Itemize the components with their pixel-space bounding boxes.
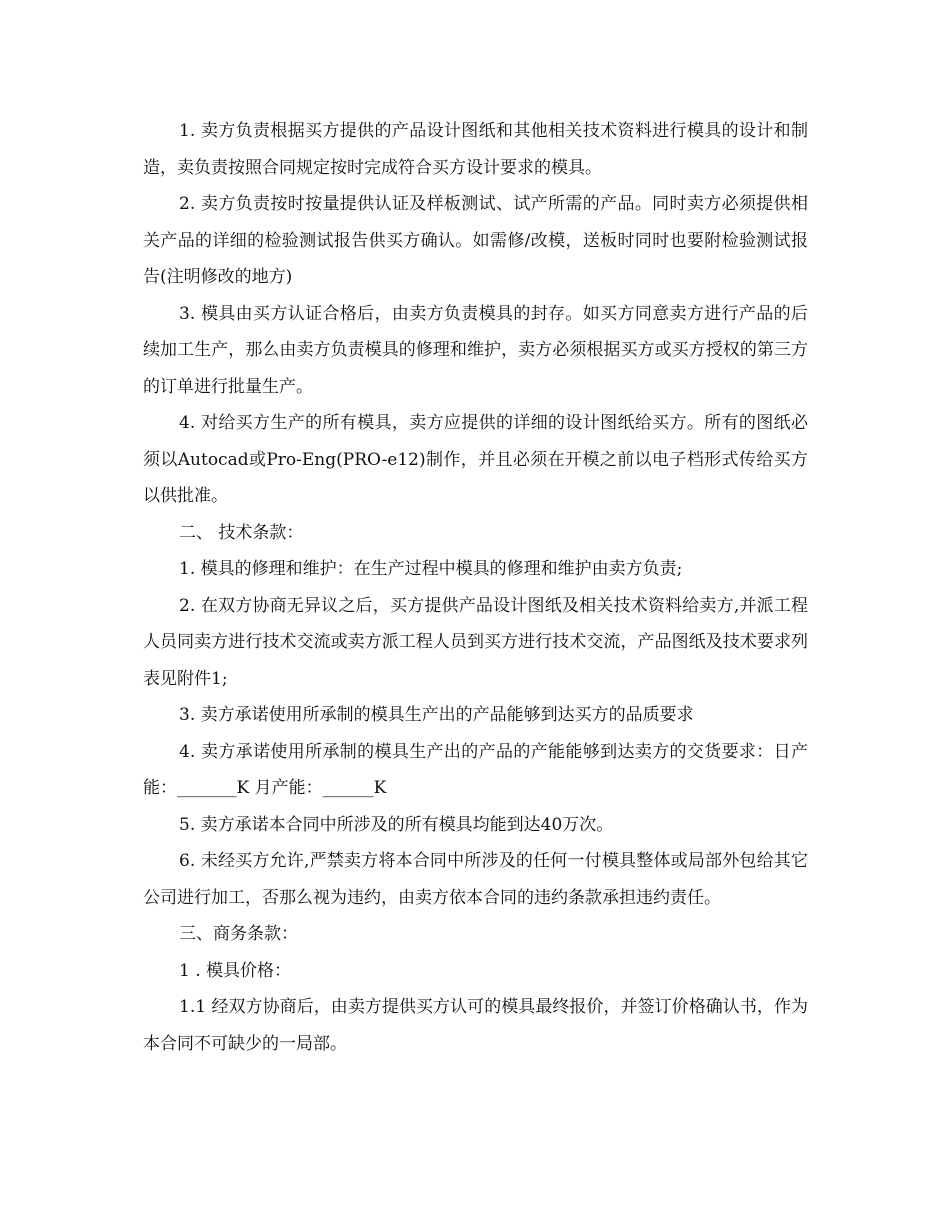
paragraph-seller-design-duty: 1. 卖方负责根据买方提供的产品设计图纸和其他相关技术资料进行模具的设计和制造，卖负责按照合同规定按时完成符合买方设计要求的模具。 bbox=[143, 121, 808, 178]
paragraph-mold-storage: 3. 模具由买方认证合格后，由卖方负责模具的封存。如买方同意卖方进行产品的后续加工生产，那么由卖方负责模具的修理和维护，卖方必须根据买方或买方授权的第三方的订单进行批量生产。 bbox=[143, 303, 808, 397]
subheading-mold-price: 1 . 模具价格： bbox=[179, 960, 292, 981]
section-heading-technical-terms: 二、 技术条款： bbox=[179, 522, 304, 543]
paragraph-capacity-requirement: 4. 卖方承诺使用所承制的模具生产出的产品的产能能够到达卖方的交货要求：日产能：_______K 月产能：______K bbox=[143, 741, 808, 798]
section-heading-commercial-terms: 三、商务条款： bbox=[179, 924, 298, 944]
paragraph-no-subcontracting: 6. 未经买方允许,严禁卖方将本合同中所涉及的任何一付模具整体或局部外包给其它公司进行加工，否那么视为违约，由卖方依本合同的违约条款承担违约责任。 bbox=[143, 851, 808, 908]
paragraph-quality-requirement: 3. 卖方承诺使用所承制的模具生产出的产品能够到达买方的品质要求 bbox=[179, 705, 694, 725]
paragraph-mold-maintenance: 1. 模具的修理和维护：在生产过程中模具的修理和维护由卖方负责; bbox=[179, 559, 683, 579]
paragraph-mold-lifetime: 5. 卖方承诺本合同中所涉及的所有模具均能到达40万次。 bbox=[179, 814, 614, 835]
paragraph-price-confirmation: 1.1 经双方协商后，由卖方提供买方认可的模具最终报价，并签订价格确认书，作为本合同不可缺少的一局部。 bbox=[143, 997, 808, 1054]
document-body bbox=[143, 113, 808, 1062]
paragraph-technical-exchange: 2. 在双方协商无异议之后，买方提供产品设计图纸及相关技术资料给卖方,并派工程人员同卖方进行技术交流或卖方派工程人员到买方进行技术交流，产品图纸及技术要求列表见附件1; bbox=[143, 595, 808, 689]
paragraph-design-drawings: 4. 对给买方生产的所有模具，卖方应提供的详细的设计图纸给买方。所有的图纸必须以Autocad或Pro-Eng(PRO-e12)制作，并且必须在开模之前以电子档形式传给买方以供批准。 bbox=[143, 413, 808, 506]
paragraph-seller-samples: 2. 卖方负责按时按量提供认证及样板测试、试产所需的产品。同时卖方必须提供相关产品的详细的检验测试报告供买方确认。如需修/改模，送板时同时也要附检验测试报告(注明修改的地方) bbox=[143, 194, 808, 287]
